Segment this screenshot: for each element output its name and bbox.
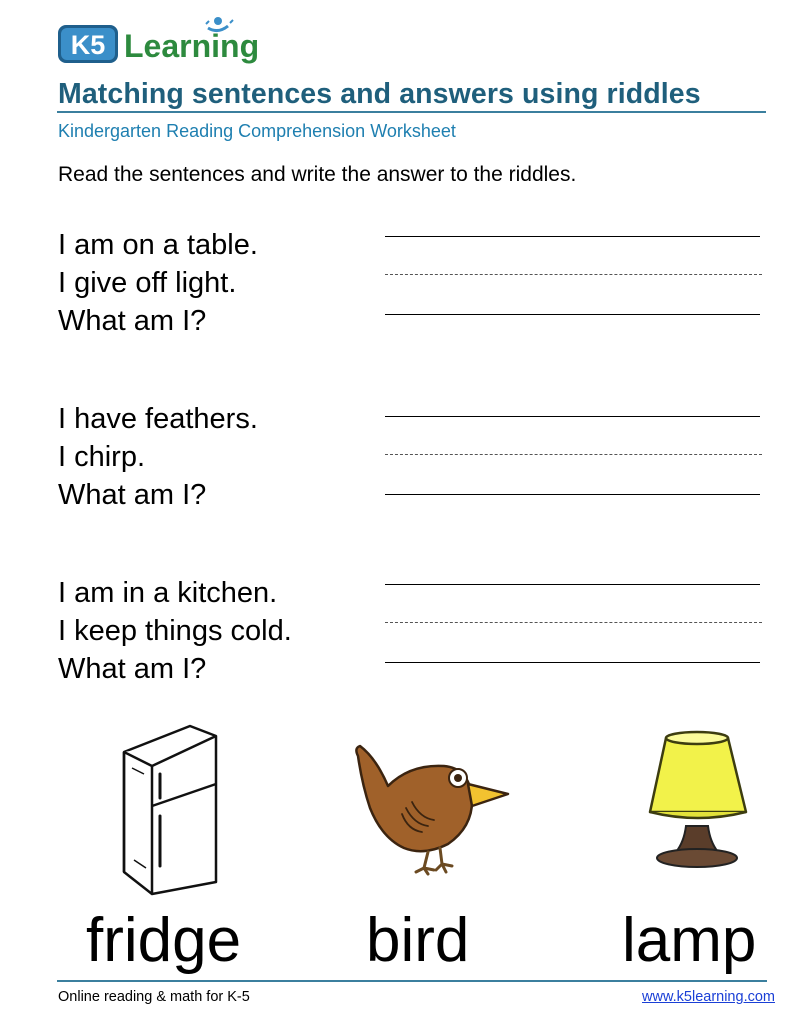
word-bank-bird: bird [366, 906, 470, 975]
instructions-text: Read the sentences and write the answer to the riddles. [58, 163, 577, 186]
footer-tagline: Online reading & math for K-5 [58, 989, 250, 1005]
page-title: Matching sentences and answers using riddles [58, 78, 701, 110]
k5-learning-logo [56, 14, 276, 66]
logo-badge-text: K5 [70, 30, 106, 60]
riddle-1 [58, 226, 378, 340]
riddle-line: I give off light. [58, 267, 237, 299]
footer-website-link[interactable]: www.k5learning.com [642, 989, 775, 1005]
title-divider [57, 111, 766, 113]
riddle-line: I chirp. [58, 441, 146, 473]
riddle-2 [58, 400, 378, 514]
fridge-icon [112, 722, 222, 898]
page-subtitle: Kindergarten Reading Comprehension Worksheet [58, 121, 456, 141]
answer-writing-lines-3[interactable] [385, 582, 762, 668]
riddle-line: I have feathers. [58, 403, 258, 435]
answer-writing-lines-2[interactable] [385, 414, 762, 500]
logo-word-text: Learning [124, 28, 260, 64]
answer-writing-lines-1[interactable] [385, 234, 762, 320]
riddle-question: What am I? [58, 653, 207, 685]
riddle-question: What am I? [58, 479, 207, 511]
bird-icon [348, 744, 516, 876]
riddle-3 [58, 574, 378, 688]
footer-divider [57, 980, 767, 982]
riddle-line: I keep things cold. [58, 615, 292, 647]
word-bank-fridge: fridge [86, 906, 242, 975]
riddle-question: What am I? [58, 305, 207, 337]
word-bank-lamp: lamp [622, 906, 757, 975]
riddle-line: I am in a kitchen. [58, 577, 278, 609]
riddle-line: I am on a table. [58, 229, 258, 261]
logo-person-icon [214, 17, 222, 25]
lamp-icon [646, 726, 748, 872]
